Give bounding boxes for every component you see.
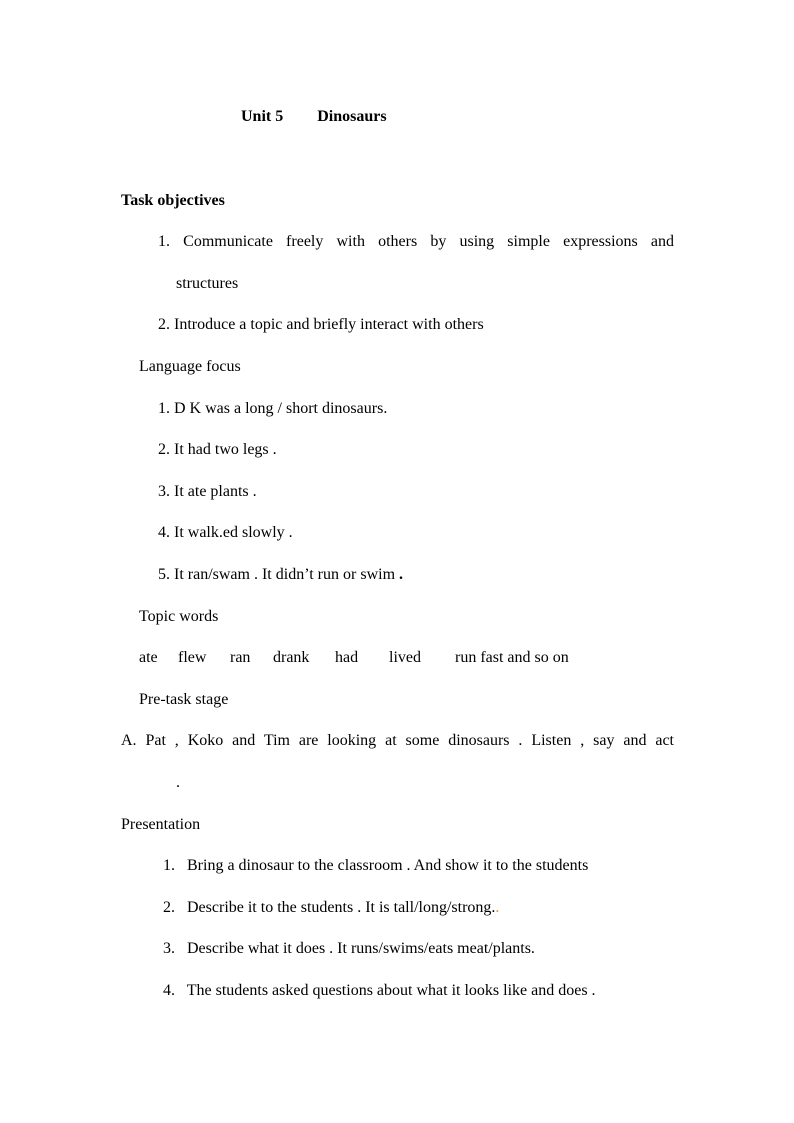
objective-item-2 (158, 315, 484, 335)
unit-label: Unit 5 (241, 108, 284, 125)
list-text: It walk.ed slowly . (174, 524, 293, 541)
language-focus-heading: Language focus (139, 358, 241, 375)
language-focus-item-3 (158, 482, 257, 502)
task-objectives-heading: Task objectives (121, 192, 225, 209)
list-text: It ran/swam . It didn’t run or swim (174, 566, 396, 583)
topic-word: lived (389, 649, 421, 666)
objective-text: Introduce a topic and briefly interact with others (174, 316, 484, 333)
objective-text: Communicate freely with others by using simple expressions and (183, 233, 675, 250)
unit-topic: Dinosaurs (317, 108, 387, 125)
presentation-item-3 (163, 939, 535, 959)
list-number: 4. (163, 982, 175, 999)
presentation-item-4 (163, 981, 596, 1001)
topic-word: ate (139, 649, 158, 666)
topic-word: flew (178, 649, 207, 666)
list-number: 3. (163, 940, 175, 957)
objective-item-1-continuation: structures (176, 275, 239, 292)
language-focus-item-5 (158, 565, 403, 585)
pre-task-item-a: A. Pat , Koko and Tim are looking at some dinosaurs . Listen , say and act (121, 732, 674, 749)
topic-word: ran (230, 649, 251, 666)
list-number: 2. (158, 441, 170, 458)
objective-item-1 (158, 232, 674, 252)
list-tail-period: . (495, 899, 500, 916)
presentation-heading: Presentation (121, 816, 201, 833)
list-text: Describe it to the students . It is tall/long/strong. (187, 899, 496, 916)
list-number: 4. (158, 524, 170, 541)
list-text: D K was a long / short dinosaurs. (174, 400, 388, 417)
language-focus-item-2 (158, 440, 277, 460)
list-number: 5. (158, 566, 170, 583)
list-text: Describe what it does . It runs/swims/eats meat/plants. (187, 940, 535, 957)
list-tail-period: . (399, 566, 404, 583)
presentation-item-2 (163, 898, 499, 918)
list-number: 3. (158, 483, 170, 500)
list-text: The students asked questions about what it looks like and does . (186, 982, 596, 999)
list-text: Bring a dinosaur to the classroom . And show it to the students (187, 857, 589, 874)
list-text: It had two legs . (174, 441, 277, 458)
objective-number: 1. (158, 233, 170, 250)
list-number: 1. (163, 857, 175, 874)
topic-word: had (335, 649, 359, 666)
pre-task-heading: Pre-task stage (139, 691, 229, 708)
page-title (241, 107, 387, 127)
pre-task-item-a-end: . (176, 774, 180, 791)
list-number: 1. (158, 400, 170, 417)
topic-words-heading: Topic words (139, 608, 219, 625)
language-focus-item-1 (158, 399, 387, 419)
objective-number: 2. (158, 316, 170, 333)
list-text: It ate plants . (174, 483, 257, 500)
topic-word: drank (273, 649, 310, 666)
list-number: 2. (163, 899, 175, 916)
topic-word: run fast and so on (455, 649, 569, 666)
presentation-item-1 (163, 856, 588, 876)
language-focus-item-4 (158, 523, 293, 543)
